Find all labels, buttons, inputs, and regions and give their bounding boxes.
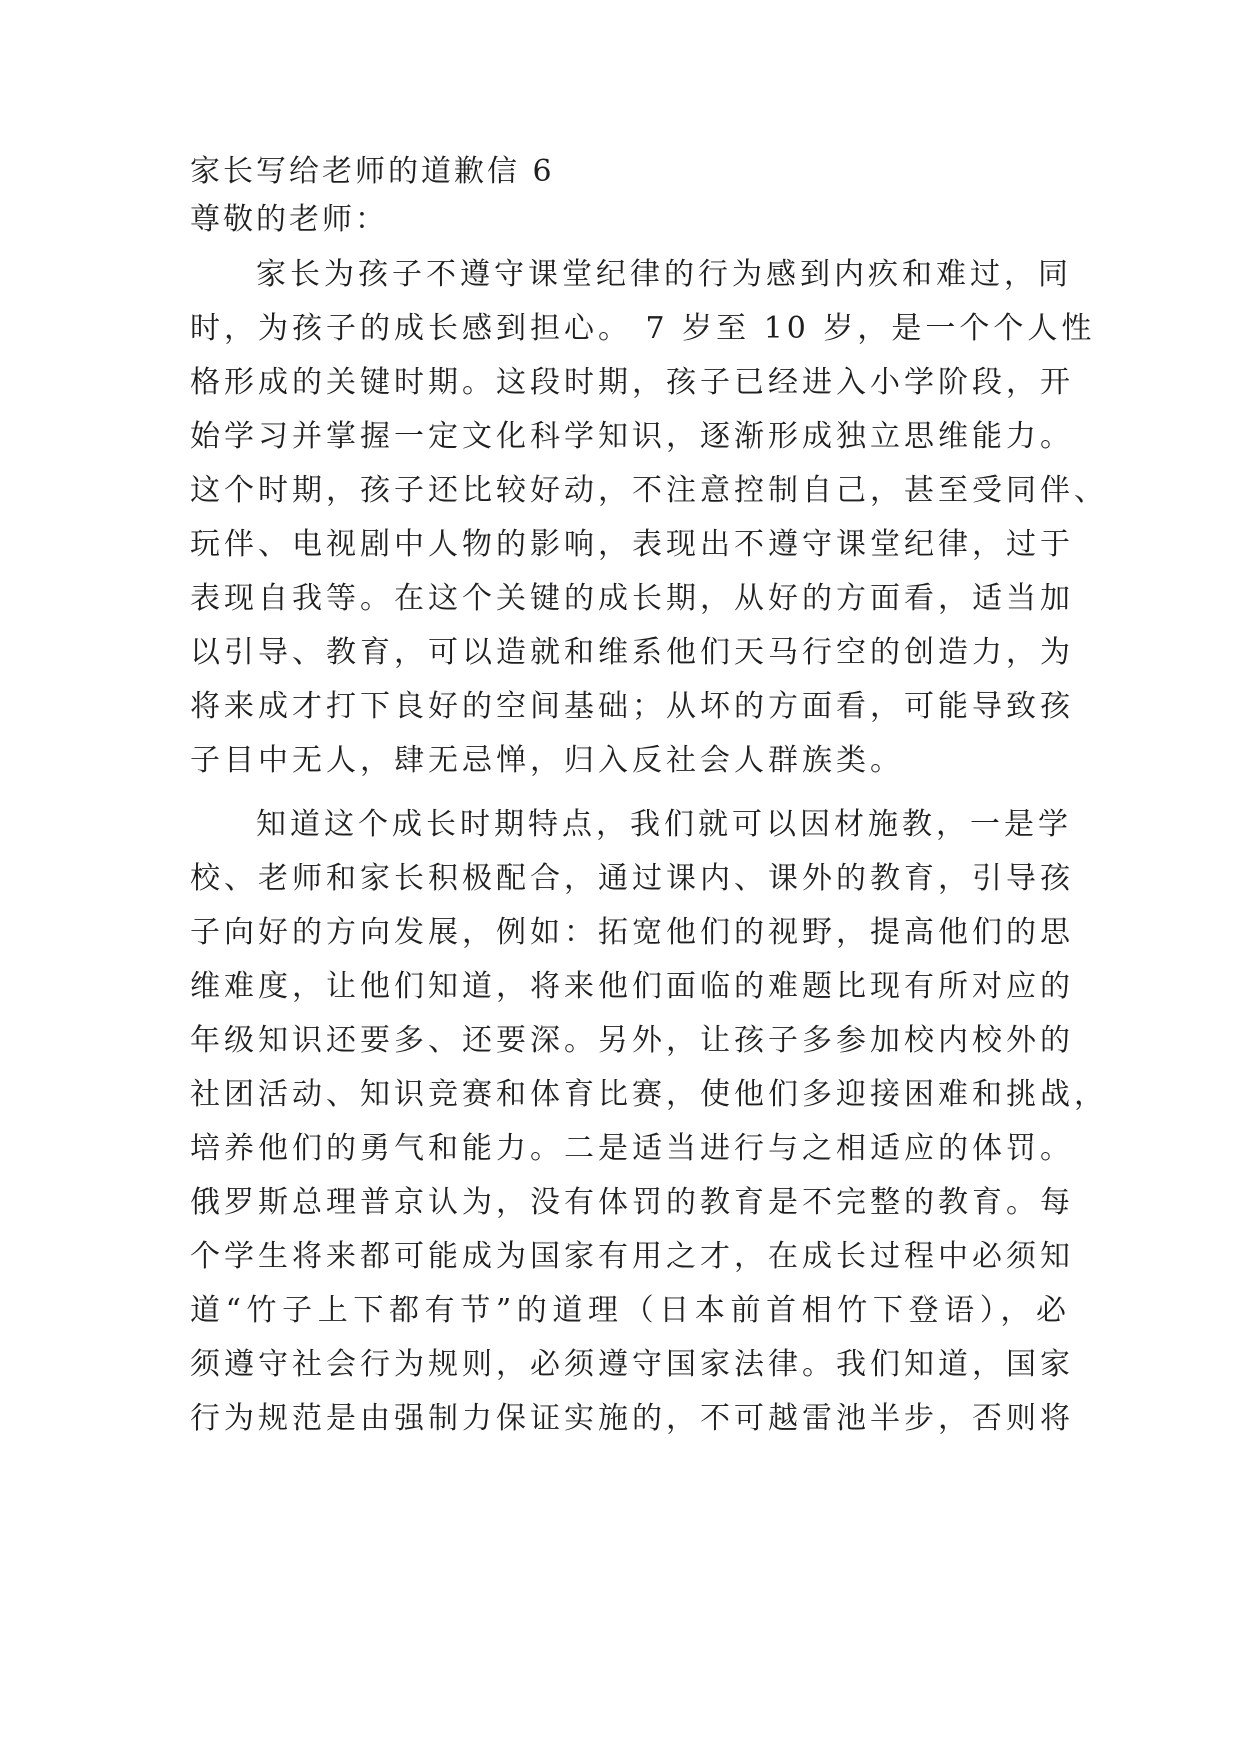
paragraph-line: 个学生将来都可能成为国家有用之才，在成长过程中必须知 [190,1239,1074,1274]
paragraph-line: 培养他们的勇气和能力。二是适当进行与之相适应的体罚。 [190,1131,1074,1166]
paragraph-line: 社团活动、知识竞赛和体育比赛，使他们多迎接困难和挑战， [190,1077,1108,1112]
paragraph-line: 俄罗斯总理普京认为，没有体罚的教育是不完整的教育。每 [190,1185,1074,1220]
paragraph-line: 以引导、教育，可以造就和维系他们天马行空的创造力，为 [190,635,1074,670]
document-title: 家长写给老师的道歉信 6 [190,154,555,189]
paragraph-line: 表现自我等。在这个关键的成长期，从好的方面看，适当加 [190,581,1074,616]
paragraph-line: 格形成的关键时期。这段时期，孩子已经进入小学阶段，开 [190,365,1074,400]
paragraph-line: 道“竹子上下都有节”的道理（日本前首相竹下登语），必 [190,1293,1070,1328]
paragraph-line: 家长为孩子不遵守课堂纪律的行为感到内疚和难过，同 [256,257,1072,292]
paragraph-line: 子向好的方向发展，例如：拓宽他们的视野，提高他们的思 [190,915,1074,950]
paragraph-line: 将来成才打下良好的空间基础；从坏的方面看，可能导致孩 [190,689,1074,724]
greeting: 尊敬的老师： [190,202,388,237]
paragraph-line: 知道这个成长时期特点，我们就可以因材施教，一是学 [256,807,1072,842]
paragraph-line: 须遵守社会行为规则，必须遵守国家法律。我们知道，国家 [190,1347,1074,1382]
paragraph-line: 始学习并掌握一定文化科学知识，逐渐形成独立思维能力。 [190,419,1074,454]
paragraph-line: 这个时期，孩子还比较好动，不注意控制自己，甚至受同伴、 [190,473,1108,508]
paragraph-line: 行为规范是由强制力保证实施的，不可越雷池半步，否则将 [190,1401,1074,1436]
paragraph-line: 玩伴、电视剧中人物的影响，表现出不遵守课堂纪律，过于 [190,527,1074,562]
paragraph-line: 时，为孩子的成长感到担心。 7 岁至 10 岁，是一个个人性 [190,311,1096,346]
paragraph-line: 年级知识还要多、还要深。另外，让孩子多参加校内校外的 [190,1023,1074,1058]
paragraph-line: 校、老师和家长积极配合，通过课内、课外的教育，引导孩 [190,861,1074,896]
paragraph-line: 维难度，让他们知道，将来他们面临的难题比现有所对应的 [190,969,1074,1004]
paragraph-line: 子目中无人，肆无忌惮，归入反社会人群族类。 [190,743,904,778]
